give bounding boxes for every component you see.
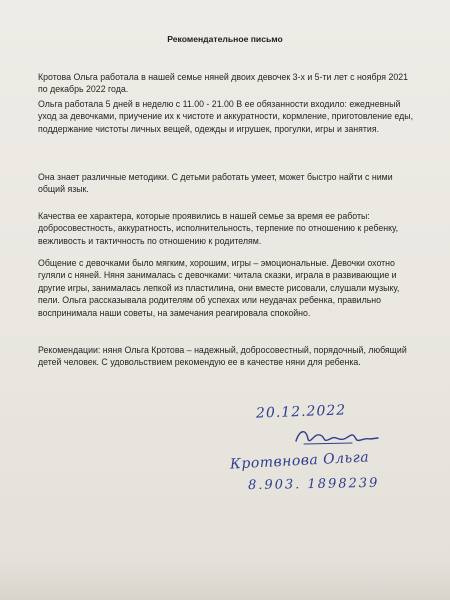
document-title: Рекомендательное письмо (167, 34, 283, 44)
handwritten-phone: 8.903. 1898239 (247, 475, 380, 494)
paragraph-recommendation: Рекомендации: няня Ольга Кротова – надежный, добросовестный, порядочный, любящий детей человек. С удовольствием рекомендую ее в качестве няни для ребенка. (38, 345, 407, 368)
paper-shadow (0, 560, 450, 600)
handwritten-name: Кротвнова Ольга (229, 449, 370, 473)
paragraph-intro: Кротова Ольга работала в нашей семье няней двоих девочек 3-х и 5-ти лет с ноября 2021 по декабрь 2022 года. (38, 72, 409, 95)
paragraph-communication: Общение с девочками было мягким, хорошим, игры – эмоциональные. Девочки охотно гуляли с няней. Няня занималась с девочками: читала сказки, играла в развивающие и другие игры, занималась лепкой из пластилина, они вместе рисовали, слушали музыку, пели. Ольга рассказывала родителям об успехах или неудачах ребенка, правильно воспринимала наши советы, на замечания реагировала спокойно. (38, 258, 400, 318)
handwritten-date: 20.12.2022 (255, 402, 347, 422)
signature-scribble (292, 425, 382, 449)
paragraph-duties: Ольга работала 5 дней в неделю с 11.00 - 21.00 В ее обязанности входило: ежедневный уход за девочками, приучение их к чистоте и аккуратности, кормление, приготовление еды, поддержание чистоты личных вещей, одежды и игрушек, прогулки, игры и занятия. (38, 99, 414, 134)
paragraph-methods: Она знает различные методики. С детьми работать умеет, может быстро найти с ними общий язык. (38, 172, 393, 195)
paragraph-qualities: Качества ее характера, которые проявились в нашей семье за время ее работы: добросовестность, аккуратность, исполнительность, терпение по отношению к ребенку, вежливость и тактичность по отношению к родителям. (38, 211, 399, 246)
